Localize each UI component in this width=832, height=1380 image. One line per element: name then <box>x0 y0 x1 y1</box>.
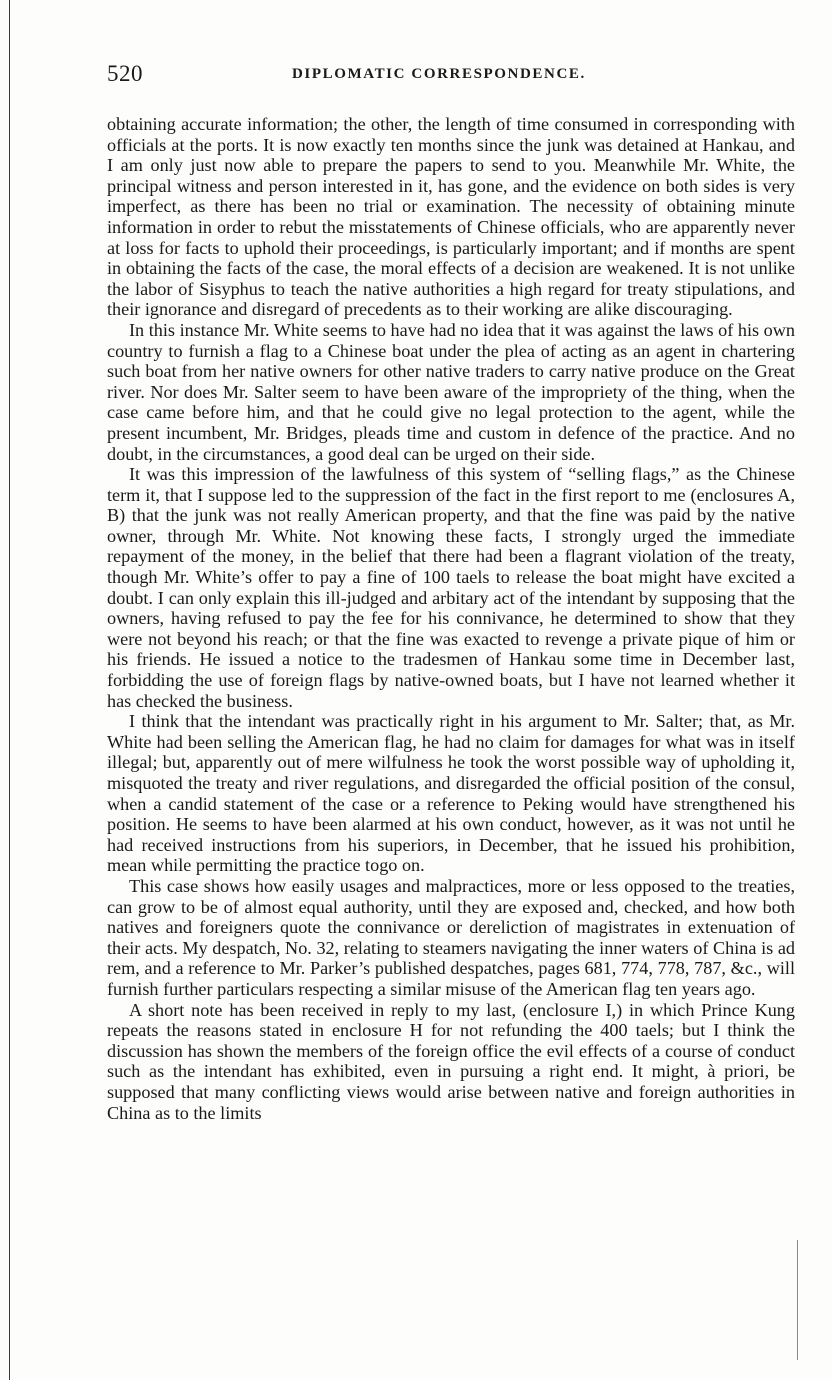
page-header <box>107 61 797 93</box>
paragraph: It was this impression of the lawfulness of this system of “selling flags,” as the Chinese term it, that I suppose led to the suppression of the fact in the first report to me (enclosures A, B) that the junk was not really American property, and that the fine was paid by the native owner, through Mr. White. Not knowing these facts, I strongly urged the immediate repayment of the money, in the belief that there had been a flagrant violation of the treaty, though Mr. White’s offer to pay a fine of 100 taels to release the boat might have excited a doubt. I can only explain this ill-judged and arbitary act of the intendant by supposing that the owners, having refused to pay the fee for his connivance, he determined to show that they were not beyond his reach; or that the fine was exacted to revenge a private pique of him or his friends. He issued a notice to the tradesmen of Hankau some time in December last, forbidding the use of foreign flags by native-owned boats, but I have not learned whether it has checked the business. <box>107 464 795 711</box>
paragraph-continued: obtaining accurate information; the other, the length of time consumed in corresponding with officials at the ports. It is now exactly ten months since the junk was detained at Hankau, and I am only just now able to prepare the papers to send to you. Meanwhile Mr. White, the principal witness and person interested in it, has gone, and the evidence on both sides is very imperfect, as there has been no trial or examination. The necessity of obtaining minute information in order to rebut the misstatements of Chinese officials, who are apparently never at loss for facts to uphold their proceedings, is particularly important; and if months are spent in obtaining the facts of the case, the moral effects of a decision are weakened. It is not unlike the labor of Sisyphus to teach the native authorities a high regard for treaty stipulations, and their ignorance and disregard of precedents as to their working are alike discouraging. <box>107 114 795 320</box>
margin-mark <box>797 1240 798 1360</box>
paragraph: A short note has been received in reply to my last, (enclosure I,) in which Prince Kung repeats the reasons stated in enclosure H for not refunding the 400 taels; but I think the discussion has shown the members of the foreign office the evil effects of a course of conduct such as the intendant has exhibited, even in pursuing a right end. It might, à priori, be supposed that many conflicting views would arise between native and foreign authorities in China as to the limits <box>107 999 795 1123</box>
page-edge-rule <box>9 0 10 1380</box>
body-text <box>107 114 795 1123</box>
page-number: 520 <box>107 61 143 86</box>
running-title: DIPLOMATIC CORRESPONDENCE. <box>292 66 586 82</box>
paragraph: In this instance Mr. White seems to have had no idea that it was against the laws of his own country to furnish a flag to a Chinese boat under the plea of acting as an agent in chartering such boat from her native owners for other native traders to carry native produce on the Great river. Nor does Mr. Salter seem to have been aware of the impropriety of the thing, when the case came before him, and that he could give no legal protection to the agent, while the present incumbent, Mr. Bridges, pleads time and custom in defence of the practice. And no doubt, in the circumstances, a good deal can be urged on their side. <box>107 319 795 464</box>
paragraph: I think that the intendant was practically right in his argument to Mr. Salter; that, as Mr. White had been selling the American flag, he had no claim for damages for what was in itself illegal; but, apparently out of mere wilfulness he took the worst possible way of upholding it, misquoted the treaty and river regulations, and disregarded the official position of the consul, when a candid statement of the case or a reference to Peking would have strengthened his position. He seems to have been alarmed at his own conduct, however, as it was not until he had received instructions from his superiors, in December, that he issued his prohibition, mean while permitting the practice togo on. <box>107 711 795 876</box>
paragraph: This case shows how easily usages and malpractices, more or less opposed to the treaties, can grow to be of almost equal authority, until they are exposed and, checked, and how both natives and foreigners quote the connivance or dereliction of magistrates in extenuation of their acts. My despatch, No. 32, relating to steamers navigating the inner waters of China is ad rem, and a reference to Mr. Parker’s published despatches, pages 681, 774, 778, 787, &c., will furnish further particulars respecting a similar misuse of the American flag ten years ago. <box>107 875 795 999</box>
